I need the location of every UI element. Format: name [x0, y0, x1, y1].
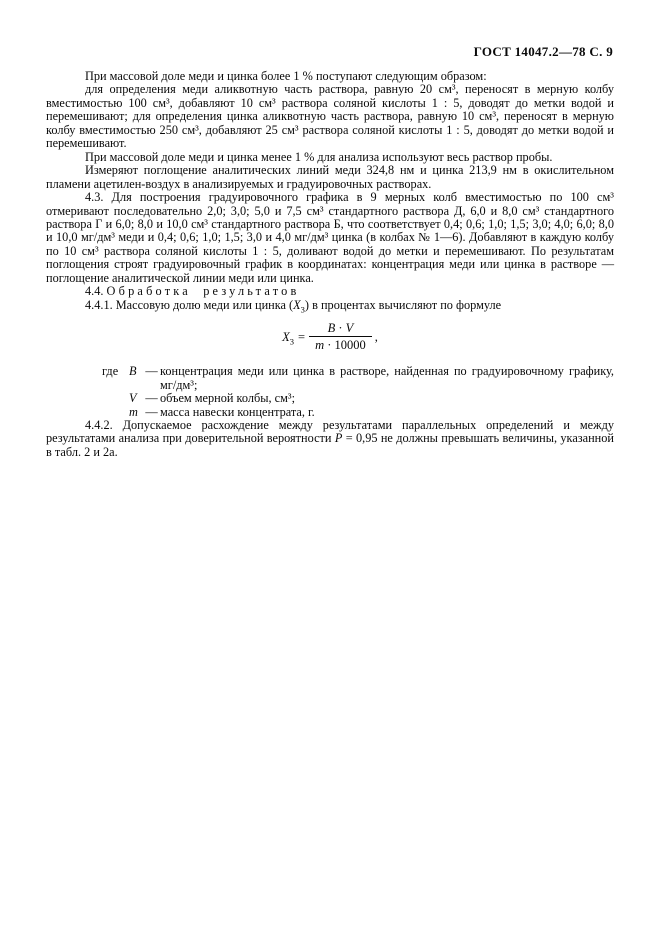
formula-trailing-comma: ,	[374, 330, 378, 345]
text-segment: 4.4.2. Допускаемое расхождение между результатами параллельных определений и между результатами анализа при доверительной вероятности	[46, 417, 614, 446]
text-segment: для определения меди аликвотную часть раствора, равную 20 см³, переносят в мерную колбу вместимостью 100 см³, добавляют 10 см³ раствора соляной кислоты 1 : 5, доводят до метки водой и перемешивают; для определения цинка аликвотную часть раствора, равную 10 см³, переносят в мерную колбу вместимостью 250 см³, добавляют 25 см³ раствора соляной кислоты 1 : 5, доводят до метки водой и перемешивают.	[46, 82, 614, 151]
text-segment: При массовой доле меди и цинка более 1 % поступают следующим образом:	[85, 69, 487, 83]
page-header	[46, 45, 613, 59]
text-segment: ·	[335, 321, 346, 336]
text-segment: При массовой доле меди и цинка менее 1 % для анализа используют весь раствор пробы.	[85, 149, 553, 164]
definition-row	[102, 392, 614, 405]
definition-description: масса навески концентрата, г.	[160, 404, 315, 419]
paragraph	[46, 164, 614, 191]
definition-where-label	[102, 406, 129, 419]
document-number: ГОСТ 14047.2—78 С. 9	[473, 44, 613, 59]
math-variable: X	[293, 297, 301, 312]
math-variable: P	[334, 431, 343, 446]
definition-dash: —	[145, 391, 158, 406]
definition-description: объем мерной колбы, см³;	[160, 391, 296, 406]
definition-term: m	[129, 404, 138, 419]
paragraph	[46, 70, 614, 83]
definition-dash: —	[145, 364, 158, 379]
text-segment: 4.4.	[85, 284, 107, 299]
definition-dash: —	[145, 404, 158, 419]
formula-equals-sign: =	[298, 330, 306, 345]
text-segment: 4.4.1. Массовую долю меди или цинка (	[85, 297, 294, 312]
formula-fraction	[309, 321, 372, 352]
math-variable: V	[345, 321, 354, 336]
formula-numerator	[309, 321, 372, 337]
paragraph	[46, 83, 614, 150]
formula-variable-subscript: 3	[289, 336, 294, 347]
formula-denominator	[309, 337, 372, 352]
definition-row	[102, 365, 614, 392]
formula-lhs	[282, 330, 294, 347]
document-body	[46, 70, 614, 459]
math-variable: m	[315, 338, 325, 353]
definition-where-label: где	[102, 364, 119, 379]
definition-where-label	[102, 392, 129, 405]
closing-paragraph	[46, 419, 614, 459]
definition-term: B	[129, 364, 137, 379]
text-segment: ) в процентах вычисляют по формуле	[304, 297, 502, 312]
text-segment: Обработка результатов	[106, 284, 300, 299]
text-segment: = 0,95 не должны превышать величины, указанной в табл. 2 и 2а.	[46, 431, 614, 459]
text-segment: 3	[300, 304, 305, 315]
definition-term: V	[129, 391, 137, 406]
formula	[46, 321, 614, 355]
definitions-list	[102, 365, 614, 419]
text-segment: 4.3. Для построения градуировочного графика в 9 мерных колб вместимостью по 100 см³ отмеривают последовательно 2,0; 3,0; 5,0 и 7,5 см³ стандартного раствора Д, 6,0 и 8,0 см³ стандартного раствора Г и 6,0; 8,0 и 10,0 см³ стандартного раствора Б, что соответствует 0,4; 0,6; 1,0; 1,5; 3,0; 4,0; 6,0; 8,0 и 10,0 мг/дм³ меди и 0,4; 0,6; 1,0; 1,5; 3,0 и 4,0 мг/дм³ цинка (в колбах № 1—6). Добавляют в каждую колбу по 10 см³ раствора соляной кислоты 1 : 5, доливают водой до метки и перемешивают. По результатам поглощения строят градуировочный график в координатах: концентрация меди или цинка в растворе — поглощение аналитической линии меди или цинка.	[46, 190, 614, 285]
paragraph	[46, 285, 614, 298]
paragraph	[46, 297, 614, 315]
definition-description: концентрация меди или цинка в растворе, найденная по градуировочному графику, мг/дм³;	[160, 364, 614, 392]
paragraph	[46, 151, 614, 164]
paragraph	[46, 191, 614, 285]
text-segment: · 10000	[324, 338, 366, 353]
formula-variable: X	[282, 330, 290, 345]
paragraphs-block	[46, 69, 614, 315]
math-variable: B	[327, 321, 336, 336]
definition-row	[102, 406, 614, 419]
text-segment: Измеряют поглощение аналитических линий меди 324,8 нм и цинка 213,9 нм в окислительном пламени ацетилен-воздух в анализируемых и градуировочных растворах.	[46, 163, 614, 191]
